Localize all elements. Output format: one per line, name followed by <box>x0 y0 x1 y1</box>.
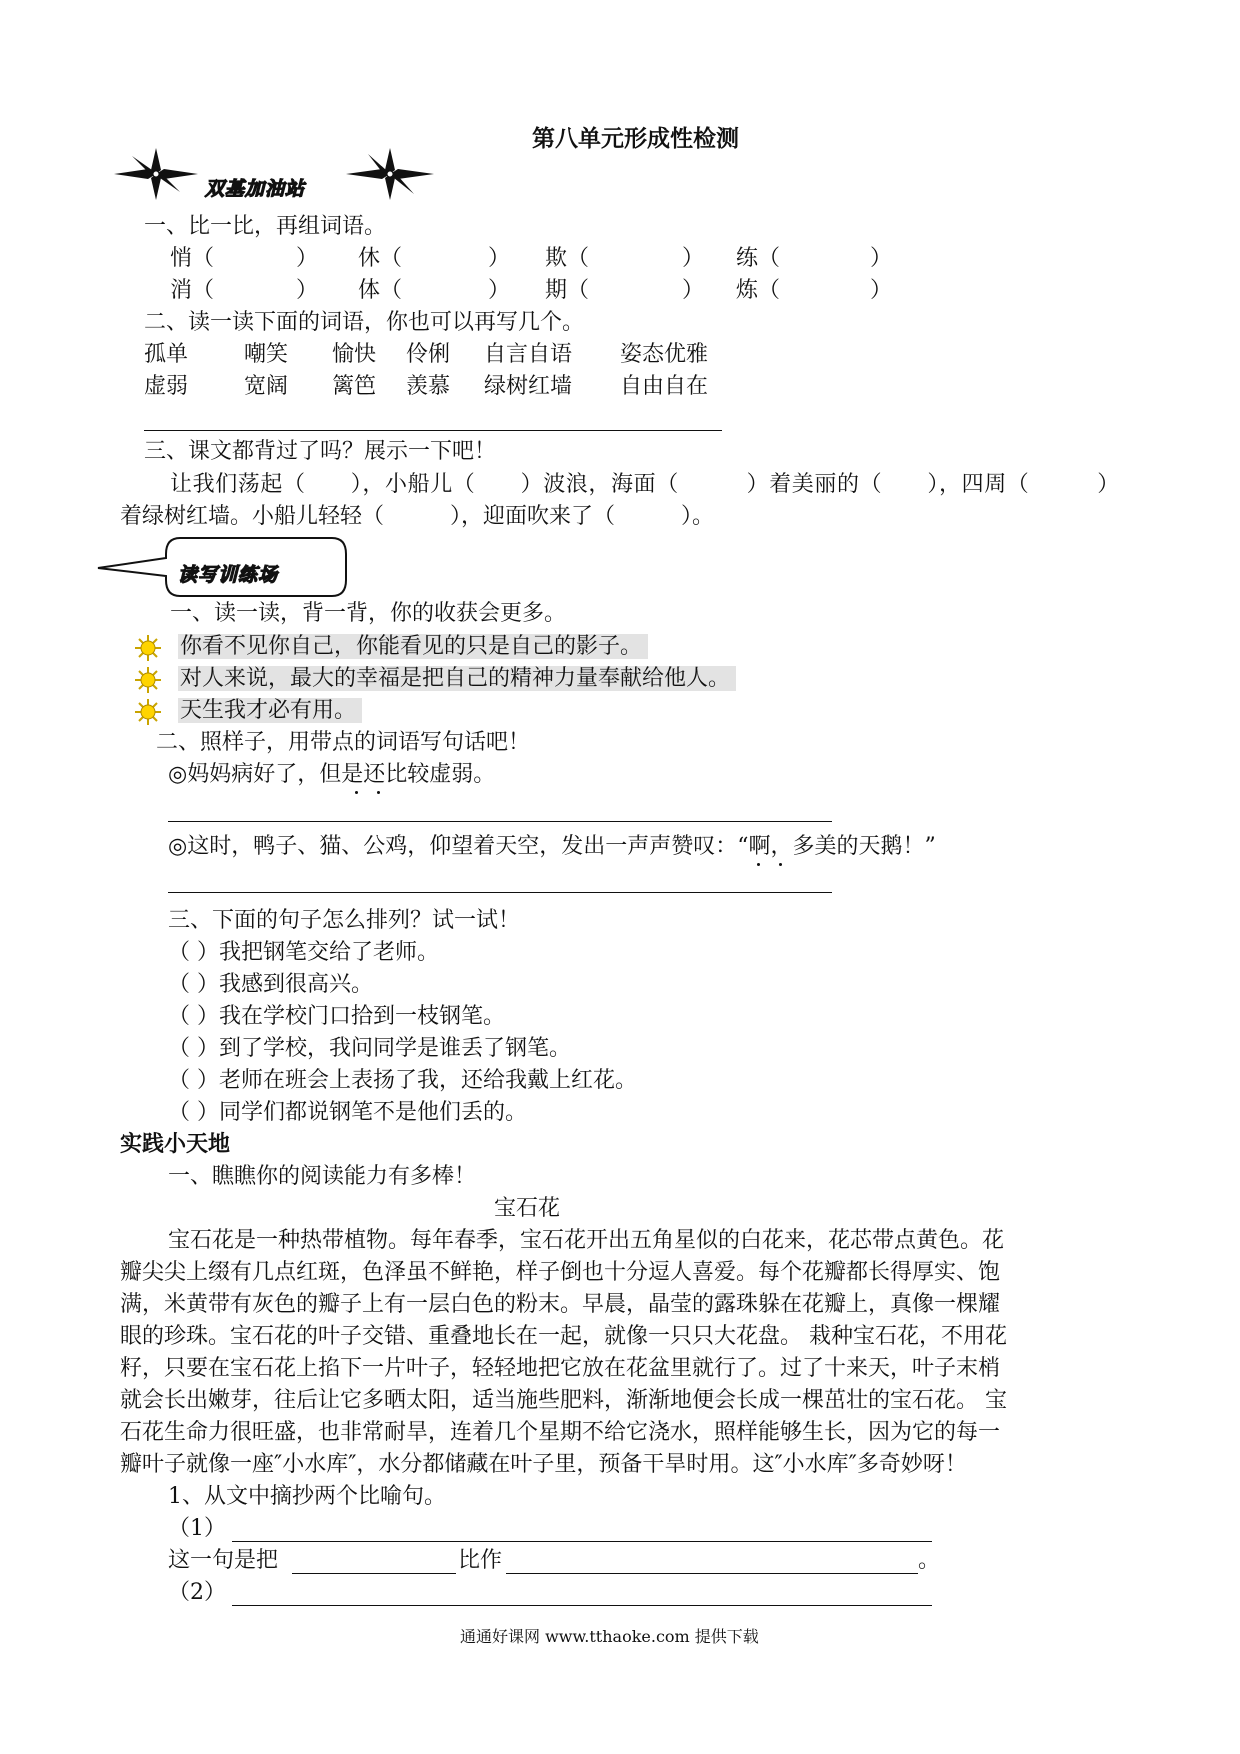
emphasis-dot <box>355 791 358 794</box>
passage-line: 就会长出嫩芽，往后让它多晒太阳，适当施些肥料，渐渐地便会长成一棵茁壮的宝石花。 宝 <box>120 1388 1007 1413</box>
section-badge-duxie <box>178 560 278 587</box>
word-item: 姿态优雅 <box>620 342 709 367</box>
order-item: （ ）老师在班会上表扬了我，还给我戴上红花。 <box>168 1068 637 1093</box>
question-heading: 一、读一读，背一背，你的收获会更多。 <box>170 601 567 626</box>
answer-line[interactable] <box>168 821 832 822</box>
page-footer: 通通好课网 www.tthaoke.com 提供下载 <box>460 1627 759 1646</box>
compass-star-icon <box>344 146 436 202</box>
quote-sentence: 你看不见你自己，你能看见的只是自己的影子。 <box>178 632 648 662</box>
answer-line[interactable] <box>232 1541 932 1542</box>
question-heading: 一、比一比，再组词语。 <box>144 214 387 239</box>
word-item: 自言自语 <box>484 342 573 367</box>
passage-line: 满，米黄带有灰色的瓣子上有一层白色的粉末。早晨，晶莹的露珠躲在花瓣上，真像一棵耀 <box>120 1292 1001 1317</box>
blank-label: （2） <box>168 1580 226 1605</box>
compass-star-icon <box>112 146 200 202</box>
word-item: 自由自在 <box>620 374 709 399</box>
char-blank: 消（ <box>170 278 215 303</box>
emphasis-dot <box>779 863 782 866</box>
bracket-close: ） <box>870 278 893 303</box>
char-blank: 炼（ <box>736 278 781 303</box>
answer-line[interactable] <box>506 1573 918 1574</box>
passage-line: 宝石花是一种热带植物。每年春季，宝石花开出五角星似的白花来，花芯带点黄色。花 <box>168 1228 1005 1253</box>
sun-bullet-icon <box>134 698 162 726</box>
word-item: 宽阔 <box>244 374 289 399</box>
question-heading: 三、下面的句子怎么排列？试一试！ <box>168 908 521 933</box>
question-heading: 三、课文都背过了吗？展示一下吧！ <box>144 439 497 464</box>
word-item: 绿树红墙 <box>484 374 573 399</box>
word-compare-row <box>170 244 214 274</box>
bracket-close: ） <box>488 278 511 303</box>
answer-line[interactable] <box>168 892 832 893</box>
bracket-close: ） <box>682 246 705 271</box>
passage-line: 籽，只要在宝石花上掐下一片叶子，轻轻地把它放在花盆里就行了。过了十来天，叶子末梢 <box>120 1356 1001 1381</box>
passage-line: 瓣尖尖上缀有几点红斑，色泽虽不鲜艳，样子倒也十分逗人喜爱。每个花瓣都长得厚实、饱 <box>120 1260 1001 1285</box>
bracket-close: ） <box>488 246 511 271</box>
word-item: 虚弱 <box>144 374 189 399</box>
char-blank: 休（ <box>358 246 403 271</box>
char-blank: 练（ <box>736 246 781 271</box>
example-sentence: ◎这时，鸭子、猫、公鸡，仰望着天空，发出一声声赞叹：“啊，多美的天鹅！” <box>168 834 936 859</box>
word-item: 羡慕 <box>406 374 451 399</box>
fill-blank-line: 让我们荡起（ ），小船儿（ ）波浪，海面（ ）着美丽的（ ），四周（ ） <box>170 472 1120 497</box>
blank-label: （1） <box>168 1516 226 1541</box>
order-item: （ ）同学们都说钢笔不是他们丢的。 <box>168 1100 527 1125</box>
answer-line[interactable] <box>144 430 722 431</box>
section-heading: 实践小天地 <box>120 1132 231 1157</box>
sun-bullet-icon <box>134 666 162 694</box>
passage-line: 眼的珍珠。宝石花的叶子交错、重叠地长在一起，就像一只只大花盘。 栽种宝石花，不用花 <box>120 1324 1007 1349</box>
compare-text: 这一句是把 <box>168 1548 279 1573</box>
emphasis-dot <box>757 863 760 866</box>
page-title: 第八单元形成性检测 <box>532 126 739 152</box>
word-item: 愉快 <box>332 342 377 367</box>
emphasis-dot <box>377 791 380 794</box>
bracket-close: ） <box>296 246 319 271</box>
fill-blank-line: 着绿树红墙。小船儿轻轻（ ），迎面吹来了（ ）。 <box>120 504 715 529</box>
word-item: 篱笆 <box>332 374 377 399</box>
bracket-close: ） <box>296 278 319 303</box>
compare-end: 。 <box>918 1548 941 1573</box>
badge-label: 读写训练场 <box>178 564 279 586</box>
compare-text: 比作 <box>458 1548 503 1573</box>
order-item: （ ）我把钢笔交给了老师。 <box>168 940 439 965</box>
passage-line: 石花生命力很旺盛，也非常耐旱，连着几个星期不给它浇水，照样能够生长，因为它的每一 <box>120 1420 1001 1445</box>
word-item: 伶俐 <box>406 342 451 367</box>
order-item: （ ）我在学校门口拾到一枝钢笔。 <box>168 1004 505 1029</box>
word-item: 孤单 <box>144 342 189 367</box>
question-heading: 二、照样子，用带点的词语写句话吧！ <box>156 730 531 755</box>
sun-bullet-icon <box>134 634 162 662</box>
bracket-close: ） <box>870 246 893 271</box>
char-blank: 悄（ <box>170 246 215 271</box>
example-sentence: ◎妈妈病好了，但是还比较虚弱。 <box>168 762 496 787</box>
quote-sentence: 对人来说，最大的幸福是把自己的精神力量奉献给他人。 <box>178 664 736 694</box>
question-heading: 二、读一读下面的词语，你也可以再写几个。 <box>144 310 585 335</box>
quote-sentence: 天生我才必有用。 <box>178 696 362 726</box>
passage-line: 瓣叶子就像一座″小水库″，水分都储藏在叶子里，预备干旱时用。这″小水库″多奇妙呀！ <box>120 1452 967 1477</box>
answer-line[interactable] <box>232 1605 932 1606</box>
char-blank: 欺（ <box>545 246 590 271</box>
section-badge-jichu <box>205 174 305 201</box>
order-item: （ ）到了学校，我问同学是谁丢了钢笔。 <box>168 1036 571 1061</box>
passage-title: 宝石花 <box>494 1196 561 1221</box>
order-item: （ ）我感到很高兴。 <box>168 972 373 997</box>
answer-line[interactable] <box>292 1573 456 1574</box>
sub-question: 1、从文中摘抄两个比喻句。 <box>168 1484 446 1509</box>
word-item: 嘲笑 <box>244 342 289 367</box>
badge-label: 双基加油站 <box>205 178 306 200</box>
question-heading: 一、瞧瞧你的阅读能力有多棒！ <box>168 1164 477 1189</box>
char-blank: 期（ <box>545 278 590 303</box>
bracket-close: ） <box>682 278 705 303</box>
char-blank: 体（ <box>358 278 403 303</box>
